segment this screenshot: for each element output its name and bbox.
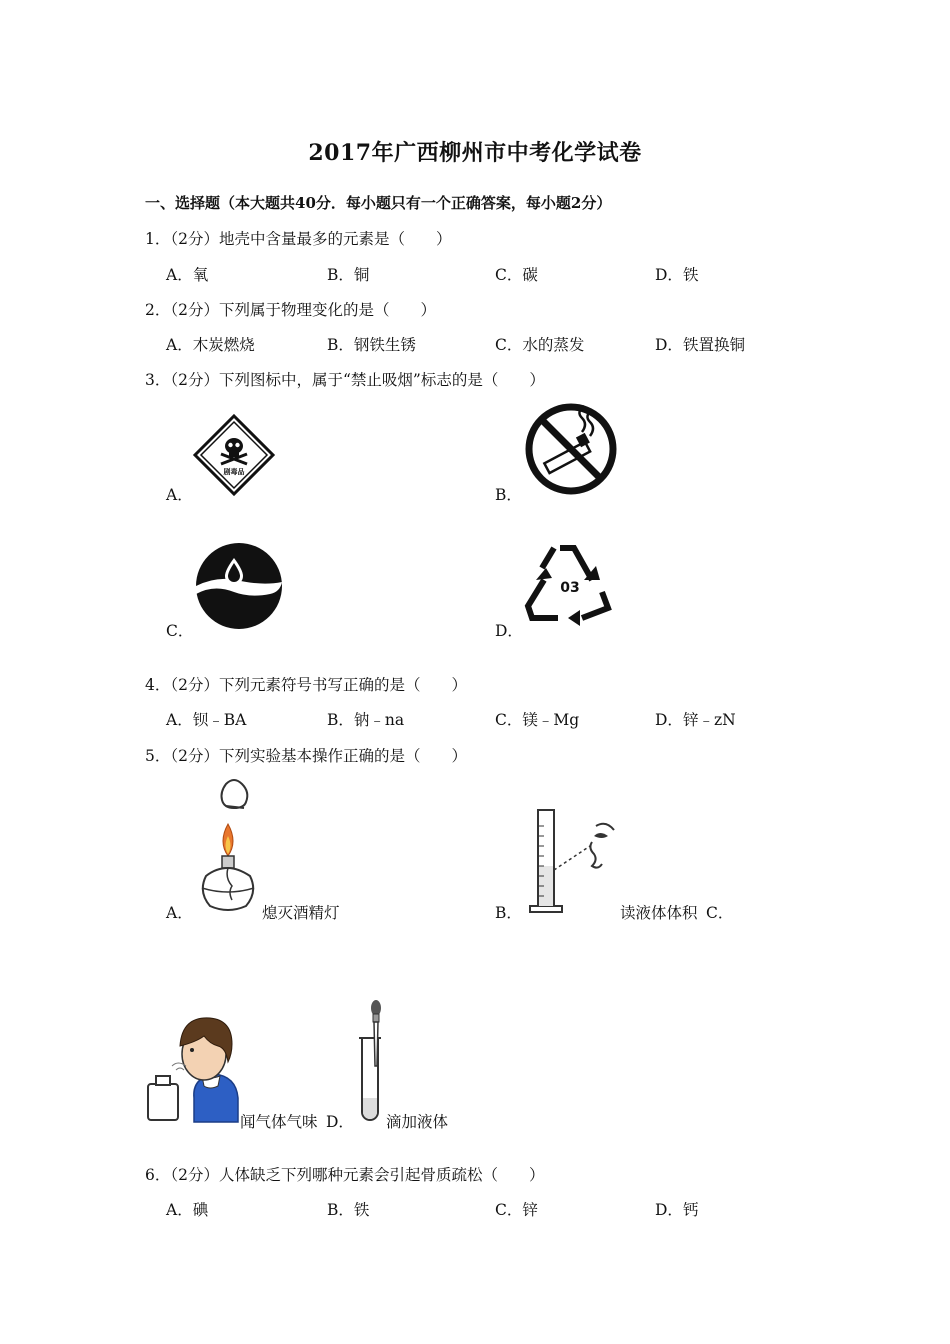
question-stem: 下列图标中，属于“禁止吸烟”标志的是（ ） (219, 371, 545, 389)
q5-option-d-letter: D． (326, 1113, 354, 1131)
q2-option-a: A．木炭燃烧 (166, 336, 255, 354)
q5-option-c-text: 闻气体气味 (240, 1113, 318, 1131)
poison-sign-text: 剧毒品 (223, 468, 245, 476)
q6-option-a: A．碘 (166, 1201, 209, 1219)
question-stem: 下列属于物理变化的是（ ） (219, 301, 437, 319)
question-number: 3． (145, 371, 171, 389)
question-number: 1． (145, 230, 171, 248)
q2-option-d: D．铁置换铜 (655, 336, 745, 354)
q4-option-a: A．钡﹣BA (166, 711, 247, 729)
recycle-sign-icon (522, 536, 618, 632)
q2-option-c: C．水的蒸发 (495, 336, 585, 354)
q3-option-a: A． (166, 486, 193, 504)
q3-option-b: B． (495, 486, 522, 504)
question-6 (145, 1163, 545, 1185)
question-score: （2分） (170, 301, 219, 319)
question-5 (145, 744, 467, 766)
question-3 (145, 368, 545, 390)
q4-option-d: D．锌﹣zN (655, 711, 736, 729)
question-number: 6． (145, 1166, 171, 1184)
q5-option-d-text: 滴加液体 (386, 1113, 449, 1131)
question-score: （2分） (170, 747, 219, 765)
q4-option-b: B．钠﹣na (327, 711, 405, 729)
q5-option-a-text: 熄灭酒精灯 (262, 904, 340, 922)
q2-option-b: B．钢铁生锈 (327, 336, 416, 354)
question-1 (145, 227, 452, 249)
q5-option-a-letter: A． (166, 904, 193, 922)
q5-option-c-letter: C． (706, 904, 734, 922)
q6-option-b: B．铁 (327, 1201, 370, 1219)
section-header: 一、选择题（本大题共40分．每小题只有一个正确答案，每小题2分） (145, 194, 612, 212)
question-stem: 下列元素符号书写正确的是（ ） (219, 676, 468, 694)
question-stem: 下列实验基本操作正确的是（ ） (219, 747, 468, 765)
q1-option-c: C．碳 (495, 266, 538, 284)
q5-option-b-text: 读液体体积 (620, 904, 698, 922)
question-stem: 地壳中含量最多的元素是（ ） (219, 230, 452, 248)
graduated-cylinder-icon (524, 806, 620, 916)
question-score: （2分） (170, 371, 219, 389)
question-number: 4． (145, 676, 171, 694)
q4-option-c: C．镁﹣Mg (495, 711, 580, 729)
alcohol-lamp-icon (196, 776, 262, 916)
q6-option-c: C．锌 (495, 1201, 538, 1219)
q1-option-b: B．铜 (327, 266, 370, 284)
question-score: （2分） (170, 1166, 219, 1184)
page-title: 2017年广西柳州市中考化学试卷 (308, 140, 642, 166)
question-number: 2． (145, 301, 171, 319)
dropper-test-tube-icon (356, 1000, 386, 1124)
question-score: （2分） (170, 230, 219, 248)
q6-option-d: D．钙 (655, 1201, 699, 1219)
q3-option-d: D． (495, 622, 523, 640)
q5-option-b-letter: B． (495, 904, 522, 922)
question-2 (145, 298, 436, 320)
water-saving-sign-icon (194, 541, 284, 631)
question-number: 5． (145, 747, 171, 765)
recycle-sign-text: 03 (560, 580, 580, 596)
question-stem: 人体缺乏下列哪种元素会引起骨质疏松（ ） (219, 1166, 545, 1184)
q3-option-c: C． (166, 622, 194, 640)
no-smoking-sign-icon (524, 402, 618, 496)
question-score: （2分） (170, 676, 219, 694)
poison-sign-icon (193, 414, 275, 496)
q1-option-d: D．铁 (655, 266, 699, 284)
smelling-gas-icon (146, 1010, 240, 1122)
q1-option-a: A．氧 (166, 266, 209, 284)
question-4 (145, 673, 467, 695)
